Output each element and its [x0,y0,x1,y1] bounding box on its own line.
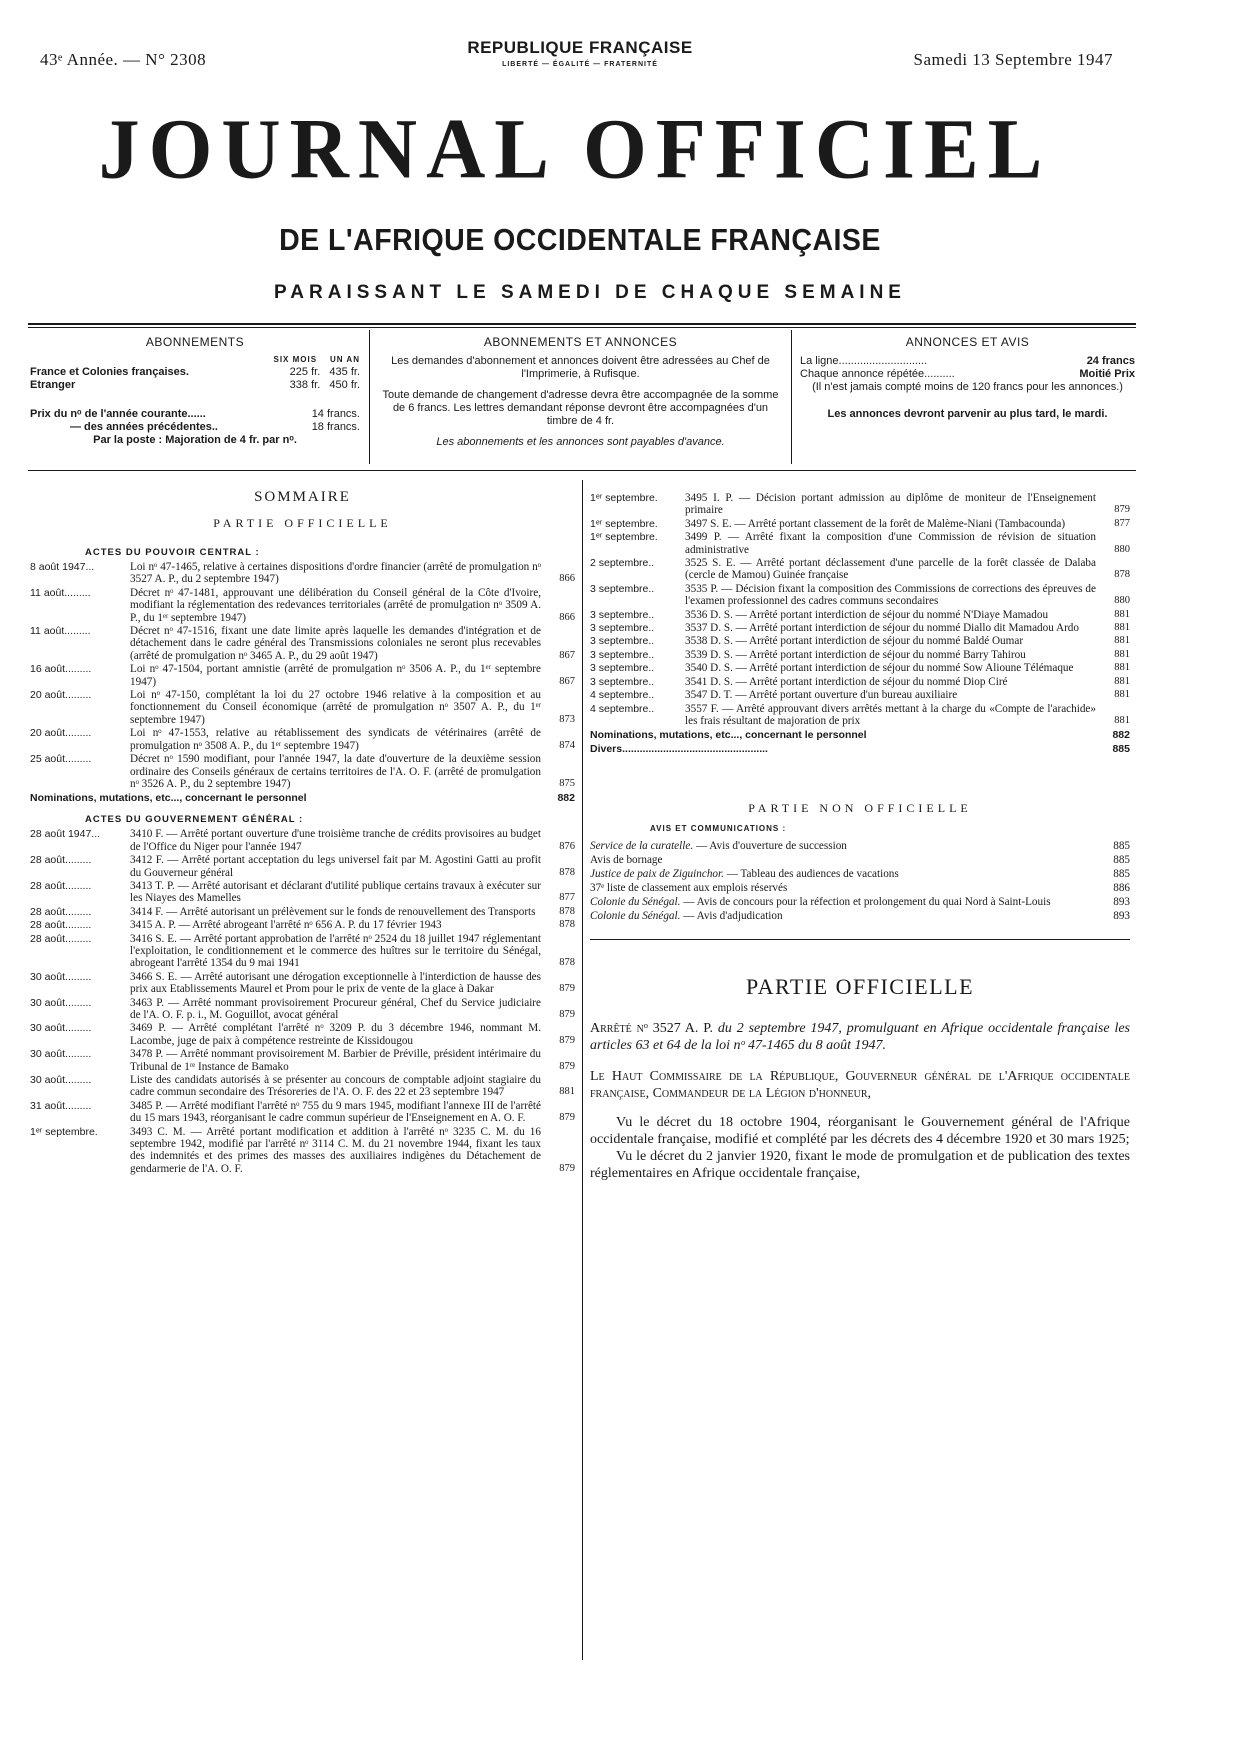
partie-non-officielle-subtitle: PARTIE NON OFFICIELLE [748,801,972,816]
entry-date: 3 septembre.. [590,675,655,688]
entry-text: 3495 I. P. — Décision portant admission au diplôme de moniteur de l'Enseignement primaire [685,492,1096,517]
avis-text: — Avis d'ouverture de succession [693,840,847,853]
entry-date: 4 septembre.. [590,702,655,715]
boxes-bottom-rule [28,470,1136,471]
annonces-paragraph: Les demandes d'abonnement et annonces doivent être adressées au Chef de l'Imprimerie, à Rufisque. [391,355,770,380]
sommaire-entry [30,753,575,790]
entry-text: 3415 A. P. — Arrêté abrogeant l'arrêté nᵒ 656 A. P. du 17 février 1943 [130,919,442,932]
sommaire-entry [590,703,1130,728]
avis-text: 37ᵉ liste de classement aux emplois réservés [590,882,788,895]
avis-text: — Avis de concours pour la réfection et prolongement du quai Nord à Saint-Louis [680,896,1051,909]
entry-date: 16 août......... [30,663,92,676]
entry-date: 30 août......... [30,1022,92,1035]
sommaire-entry [30,727,575,752]
entry-text: 3410 F. — Arrêté portant ouverture d'une troisième tranche de crédits provisoires au budget de l'Office du Niger pour l'année 1947 [130,828,541,853]
entry-date: 2 septembre.. [590,557,655,570]
avis-item [590,909,1130,923]
group-heading: ACTES DU GOUVERNEMENT GÉNÉRAL : [85,814,304,826]
entry-text: Loi nᵒ 47-150, complétant la loi du 27 octobre 1946 relative à la composition et au fonctionnement du Conseil économique (arrêté de promulgation nᵒ 3507 A. P., du 1ᵉʳ septembre 1947) [130,689,541,726]
arrete-paragraph: Vu le décret du 18 octobre 1904, réorganisant le Gouvernement général de l'Afrique occidentale française, modifié et complété par les décrets des 4 décembre 1920 et 30 mars 1925; [590,1115,1130,1148]
entry-page: 878 [1114,569,1130,581]
entry-text: 3539 D. S. — Arrêté portant interdiction de séjour du nommé Barry Tahirou [685,648,1026,661]
entry-page: 866 [559,573,575,585]
entry-page: 879 [559,1009,575,1020]
sommaire-entry [590,531,1130,556]
sommaire-entry [30,689,575,726]
entry-page: 878 [559,905,575,917]
sommaire-entry [30,997,575,1022]
partie-officielle-heading: PARTIE OFFICIELLE [745,974,975,1000]
arrete-paragraph: Vu le décret du 2 janvier 1920, fixant le mode de promulgation et de publication des textes réglementaires en Afrique occidentale française, [590,1149,1130,1182]
entry-date: 28 août......... [30,905,92,918]
entry-date: 20 août......... [30,689,92,702]
entry-page: 877 [1114,517,1130,529]
entry-date: 25 août......... [30,753,92,766]
entry-page: 878 [559,919,575,931]
entry-page: 880 [1114,543,1130,555]
deadline-note: Les annonces devront parvenir au plus tard, le mardi. [827,408,1108,420]
group-heading: ACTES DU POUVOIR CENTRAL : [85,547,260,558]
entry-page: 866 [559,611,575,623]
price-label: — des années précédentes.. [70,421,218,433]
entry-date: 30 août......... [30,1074,92,1087]
avis-page: 893 [1113,896,1130,909]
sommaire-entry [590,622,1130,634]
entry-page: 880 [1114,595,1130,607]
entry-date: 3 septembre.. [590,622,655,635]
entry-page: 878 [559,957,575,969]
sommaire-entry [30,663,575,688]
entry-text: 3414 F. — Arrêté autorisant un prélèvement sur le fonds de renouvellement des Transports [130,905,536,918]
entry-text: 3466 S. E. — Arrêté autorisant une dérogation exceptionnelle à l'interdiction de hausse des prix aux Etablissements Maurel et Prom pour le prix de vente de la glace à Dakar [130,970,541,996]
entry-date: 1ᵉʳ septembre. [590,531,658,544]
entry-page: 879 [559,1034,575,1046]
sommaire-entry [590,518,1130,530]
entry-text: 3557 F. — Arrêté approuvant divers arrêtés mettant à la charge du «Compte de l'arachide» les frais résultant de majoration de prix [685,702,1096,727]
entry-text: 3525 S. E. — Arrêté portant déclassement d'une parcelle de la forêt classée de Dalaba (cercle de Mamou) Guinée française [685,557,1096,582]
sommaire-entry [30,561,575,586]
entry-date: 28 août......... [30,879,92,892]
avis-page: 893 [1113,910,1130,923]
sommaire-entry [590,492,1130,517]
postage-note: Par la poste : Majoration de 4 fr. par nᵒ. [93,434,297,446]
masthead-title: JOURNAL OFFICIEL [98,100,1052,197]
abonnements-box [30,335,360,447]
entry-page: 881 [1114,662,1130,674]
avis-item [590,867,1130,881]
entry-date: 30 août......... [30,970,92,983]
entry-page: 881 [1114,675,1130,687]
entry-date: 1ᵉʳ septembre. [590,517,658,530]
entry-date: 3 septembre.. [590,635,655,648]
entry-text: Loi nᵒ 47-1504, portant amnistie (arrêté de promulgation nᵒ 3506 A. P., du 1ᵉʳ septembre 1947) [130,663,541,688]
entry-date: 20 août......... [30,727,92,740]
tariff-label: La ligne............................. [800,355,928,367]
rate-an: 435 fr. [329,366,360,378]
annonces-avis-title: ANNONCES ET AVIS [905,335,1030,349]
sommaire-entry [30,880,575,905]
annonces-paragraph: Toute demande de changement d'adresse devra être accompagnée de la somme de 6 francs. Les lettres demandant réponse devront être accompagnées d'un timbre de 4 fr. [382,389,779,427]
tariff-value: 24 francs [1086,355,1135,367]
entries-pouvoir-central [30,561,575,790]
box-divider-2 [791,330,792,464]
entry-text: 3540 D. S. — Arrêté portant interdiction de séjour du nommé Sow Alioune Télémaque [685,662,1074,675]
entry-page: 876 [559,840,575,852]
entry-text: 3536 D. S. — Arrêté portant interdiction de séjour du nommé N'Diaye Mamadou [685,608,1049,621]
avis-lead: Colonie du Sénégal. [590,896,681,909]
avis-text: — Avis d'adjudication [680,910,783,923]
entry-text: 3547 D. T. — Arrêté portant ouverture d'un bureau auxiliaire [685,689,958,702]
column-divider [582,480,583,1660]
avis-page: 886 [1113,882,1130,895]
entry-text: 3416 S. E. — Arrêté portant approbation de l'arrêté nᵒ 2524 du 18 juillet 1947 réglementant l'exploitation, le conditionnement et le commerce des huîtres sur le territoire du Sénégal, abrogeant l'arrêté 1354 du 9 mai 1941 [130,932,541,970]
sommaire-entry [30,933,575,970]
sommaire-entry [30,906,575,918]
entry-date: 3 septembre.. [590,582,655,595]
entry-page: 874 [559,739,575,751]
sommaire-entry [30,1100,575,1125]
rate-label: France et Colonies françaises. [30,366,189,378]
entry-text: 3478 P. — Arrêté nommant provisoirement M. Barbier de Préville, président intérimaire du Tribunal de 1ʳᵉ Instance de Bamako [130,1048,541,1073]
entry-text: Loi nᵒ 47-1465, relative à certaines dispositions d'ordre financier (arrêté de promulgation nᵒ 3527 A. P., du 2 septembre 1947) [130,561,541,586]
tariff-row [800,355,1135,368]
sommaire-entry [590,635,1130,647]
avis-lead: Justice de paix de Ziguinchor. [590,868,724,881]
sommaire-entry [30,625,575,662]
entry-date: 28 août 1947... [30,828,101,841]
annonces-avis-box [800,335,1135,429]
price-row [30,421,360,434]
rate-six: 338 fr. [289,379,321,391]
sommaire-entry [590,649,1130,661]
avis-item [590,853,1130,867]
entry-page: 881 [1114,714,1130,726]
entry-text: 3541 D. S. — Arrêté portant interdiction de séjour du nommé Diop Ciré [685,675,1008,688]
entry-page: 875 [559,777,575,789]
entry-text: 3538 D. S. — Arrêté portant interdiction de séjour du nommé Baldé Oumar [685,635,1024,648]
rate-six: 225 fr. [289,366,321,378]
issue-number: 43ᵉ Année. — N° 2308 [40,50,207,69]
top-rule-thin [28,327,1136,328]
entries-gouvernement-general [30,828,575,1175]
price-label: Prix du nᵒ de l'année courante...... [30,408,206,420]
avis-text: Avis de bornage [590,854,663,867]
entry-date: 11 août......... [30,625,91,638]
entry-text: 3413 T. P. — Arrêté autorisant et déclarant d'utilité publique certains travaux à exécuter sur les Niayes des Mamelles [130,879,541,905]
entry-text: Décret nᵒ 47-1481, approuvant une délibération du Conseil général de la Côte d'Ivoire, modifiant la réglementation des redevances territoriales (arrêté de promulgation nᵒ 3509 A. P., du 1ᵉʳ septembre 1947) [130,586,541,624]
entry-page: 867 [559,675,575,687]
avis-page: 885 [1113,868,1130,881]
sommaire-right-column [590,492,1130,1182]
entry-text: Loi nᵒ 47-1553, relative au rétablissement des syndicats de vétérinaires (arrêté de promulgation nᵒ 3508 A. P., du 1ᵉʳ septembre 1947) [130,727,541,752]
entry-date: 1ᵉʳ septembre. [590,492,658,504]
section-rule [590,939,1130,940]
entry-text: 3463 P. — Arrêté nommant provisoirement Procureur général, Chef du Service judiciaire de l'A. O. F. p. i., M. Goguillot, avocat général [130,996,541,1021]
arrete-heading: Arrêté nᵒ 3527 A. P. du 2 septembre 1947, promulguant en Afrique occidentale française les articles 63 et 64 de la loi nᵒ 47-1465 du 8 août 1947. [590,1021,1130,1054]
abonnements-annonces-title: ABONNEMENTS ET ANNONCES [483,335,678,349]
sommaire-entry [30,919,575,931]
tariff-row [800,368,1135,381]
arrete-intro: Le Haut Commissaire de la République, Gouverneur général de l'Afrique occidentale française, Commandeur de la Légion d'honneur, [590,1069,1130,1102]
entry-date: 28 août......... [30,919,92,932]
sommaire-left-column [30,485,575,1176]
sommaire-entry [590,676,1130,688]
rate-row [30,366,360,379]
entry-text: 3497 S. E. — Arrêté portant classement de la forêt de Malème-Niani (Tambacounda) [685,517,1066,530]
entry-date: 28 août......... [30,932,92,945]
entry-date: 11 août......... [30,586,91,599]
entry-page: 873 [559,713,575,725]
sommaire-entry [30,1074,575,1099]
sommaire-entry [30,1022,575,1047]
sommaire-title: SOMMAIRE [254,489,351,505]
top-rule [28,323,1136,325]
rate-row [30,379,360,392]
entry-page: 879 [559,1162,575,1174]
divers-row: Divers.................................................. 885 [590,743,1130,756]
entry-text: Décret nᵒ 47-1516, fixant une date limite après laquelle les demandes d'intégration et de détachement dans le cadre général des Transmissions coloniales ne seront plus recevables (arrêté de promulgation nᵒ 3465 A. P., du 29 août 1947) [130,625,541,662]
tariff-value: Moitié Prix [1079,368,1135,380]
tariff-label: Chaque annonce répétée.......... [800,368,955,380]
avis-page: 885 [1113,840,1130,853]
sommaire-entry [590,609,1130,621]
entry-date: 31 août......... [30,1099,92,1112]
entry-date: 3 septembre.. [590,662,655,675]
sommaire-entry [30,854,575,879]
nominations-row: Nominations, mutations, etc..., concernant le personnel 882 [30,792,575,805]
entry-text: 3412 F. — Arrêté portant acceptation du legs universel fait par M. Agostini Gatti au profit du Gouverneur général [130,854,541,879]
entry-text: 3537 D. S. — Arrêté portant interdiction de séjour du nommé Diallo dit Mamadou Ardo [685,622,1079,635]
sommaire-entry [30,1048,575,1073]
price-row [30,408,360,421]
entry-page: 881 [1114,689,1130,701]
abonnements-annonces-box [378,335,783,457]
entry-page: 881 [1114,648,1130,660]
entry-date: 30 août......... [30,996,92,1009]
nominations-row: Nominations, mutations, etc..., concernant le personnel 882 [590,729,1130,742]
entry-text: 3493 C. M. — Arrêté portant modification et addition à l'arrêté nᵒ 3235 C. M. du 16 septembre 1942, modifié par l'arrêté nᵒ 3114 C. M. du 21 novembre 1944, fixant les taux des indemnités et des primes des masses des auxiliaires indigènes du Détachement de gendarmerie de l'A. O. F. [130,1125,541,1175]
entry-page: 878 [559,866,575,878]
avis-page: 885 [1113,854,1130,867]
entry-page: 879 [1114,504,1130,516]
sommaire-entry [590,557,1130,582]
avis-group-heading: AVIS ET COMMUNICATIONS : [650,824,787,834]
avis-lead: Colonie du Sénégal. [590,910,681,923]
entry-text: Décret nᵒ 1590 modifiant, pour l'année 1947, la date d'ouverture de la deuxième session ordinaire des Conseils généraux de certains territoires de l'A. O. F. (arrêté de promulgation nᵒ 3526 A. P., du 2 septembre 1947) [130,753,541,790]
entry-text: 3499 P. — Arrêté fixant la composition d'une Commission de révision de situation administrative [685,531,1096,556]
sommaire-entry [30,587,575,624]
avis-item [590,881,1130,895]
abonnements-title: ABONNEMENTS [145,335,245,349]
partie-officielle-subtitle: PARTIE OFFICIELLE [213,516,392,530]
masthead-tagline: PARAISSANT LE SAMEDI DE CHAQUE SEMAINE [274,282,906,303]
avis-lead: Service de la curatelle. [590,840,694,853]
entry-page: 879 [559,983,575,995]
entry-date: 3 septembre.. [590,648,655,661]
entry-page: 881 [1114,608,1130,620]
entry-date: 4 septembre.. [590,689,655,702]
entry-date: 30 août......... [30,1048,92,1061]
rate-label: Etranger [30,379,76,391]
price-value: 18 francs. [311,421,360,433]
annonces-paragraph: Les abonnements et les annonces sont payables d'avance. [436,436,725,448]
rate-an: 450 fr. [329,379,360,391]
entry-page: 877 [559,892,575,904]
entries-gouvernement-general-cont [590,492,1130,727]
tariff-note: (Il n'est jamais compté moins de 120 francs pour les annonces.) [812,381,1123,393]
entry-text: 3469 P. — Arrêté complétant l'arrêté nᵒ 3209 P. du 3 décembre 1946, nommant M. Lacombe, juge de paix à compétence restreinte de Kissidougou [130,1022,541,1047]
entry-text: 3485 P. — Arrêté modifiant l'arrêté nᵒ 755 du 9 mars 1945, modifiant l'annexe III de l'arrêté du 15 mars 1943, réorganisant le cadre commun supérieur de l'Enseignement en A. O. F. [130,1099,541,1125]
abonnements-col-heads [30,355,360,364]
entry-page: 881 [559,1086,575,1098]
masthead-subtitle: DE L'AFRIQUE OCCIDENTALE FRANÇAISE [279,222,881,257]
entry-page: 879 [559,1112,575,1124]
col-six-mois: SIX MOIS [273,355,318,364]
sommaire-entry [590,689,1130,701]
entry-date: 8 août 1947... [30,561,95,573]
entry-date: 28 août......... [30,854,92,867]
entry-date: 3 septembre.. [590,608,655,621]
republic-header [430,38,730,68]
col-un-an: UN AN [329,355,360,364]
sommaire-entry [30,1126,575,1176]
entry-text: Liste des candidats autorisés à se présenter au concours de comptable adjoint stagiaire du cadre commun secondaire des Trésoreries de l'A. O. F. des 22 et 23 septembre 1947 [130,1074,541,1099]
entry-page: 881 [1114,622,1130,634]
republic-motto: LIBERTÉ — ÉGALITÉ — FRATERNITÉ [502,61,658,68]
sommaire-entry [30,971,575,996]
republic-name: REPUBLIQUE FRANÇAISE [467,38,693,57]
entry-page: 867 [559,649,575,661]
avis-list [590,839,1130,923]
entry-page: 879 [559,1060,575,1072]
entry-date: 1ᵉʳ septembre. [30,1125,98,1138]
avis-text: — Tableau des audiences de vacations [723,868,899,881]
price-value: 14 francs. [311,408,360,420]
entry-page: 881 [1114,635,1130,647]
sommaire-entry [30,828,575,853]
sommaire-entry [590,583,1130,608]
issue-date: Samedi 13 Septembre 1947 [913,50,1113,69]
avis-item [590,895,1130,909]
avis-item [590,839,1130,853]
box-divider-1 [369,330,370,464]
sommaire-entry [590,662,1130,674]
entry-text: 3535 P. — Décision fixant la composition des Commissions de corrections des épreuves de l'examen professionnel des cadres communs secondaires [685,582,1096,608]
